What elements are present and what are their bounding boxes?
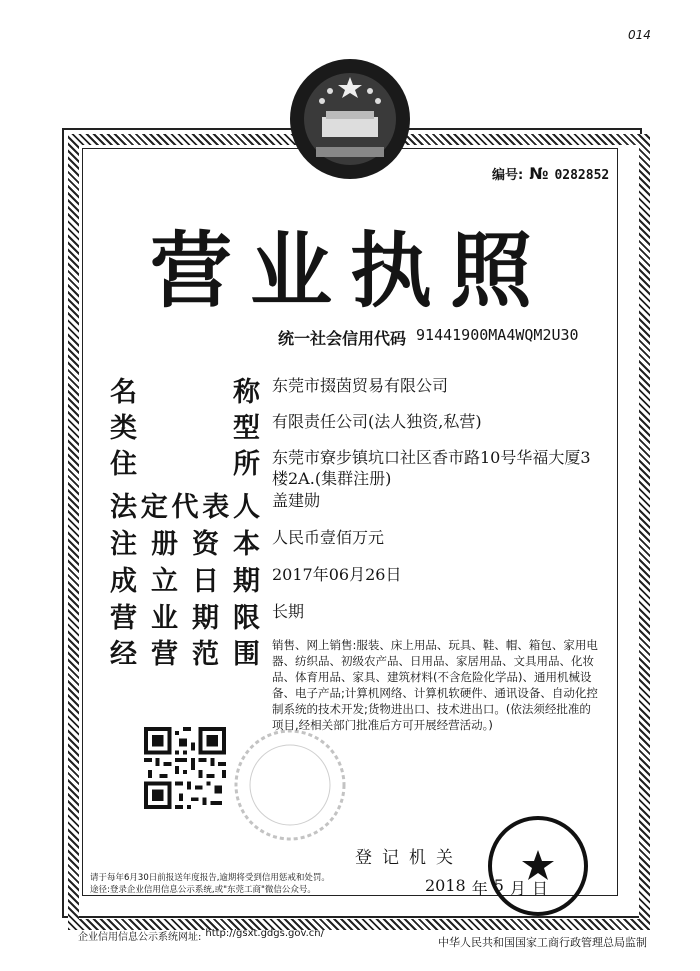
date-month: 5 — [493, 876, 504, 895]
date-day-char: 日 — [531, 879, 548, 898]
field-row-term — [110, 596, 600, 635]
label-char: 立 — [151, 566, 178, 597]
field-value: 东莞市掇茵贸易有限公司 — [272, 376, 449, 395]
field-label — [110, 406, 260, 445]
label-char: 住 — [110, 449, 137, 480]
field-value: 销售、网上销售:服装、床上用品、玩具、鞋、帽、箱包、家用电器、纺织品、初级农产品、日用品、家居用品、文具用品、化妆品、体育用品、家具、建筑材料(不含危险化学品)、通用机械设备、电子产品;计算机网络、计算机软硬件、通讯设备、自动化控制系统的技术开发;货物进出口、技术进出口。(依法须经批准的项目,经相关部门批准后方可开展经营活动。) — [272, 638, 598, 732]
field-row-established — [110, 559, 600, 598]
label-char: 营 — [110, 603, 137, 634]
date-year-char: 年 — [471, 879, 488, 898]
page-corner-mark: 014 — [628, 28, 651, 42]
notice-line: 请于每年6月30日前报送年度报告,逾期将受到信用惩戒和处罚。 — [90, 873, 330, 883]
label-char: 范 — [192, 639, 219, 670]
label-char: 围 — [233, 639, 260, 670]
label-char: 营 — [151, 639, 178, 670]
credit-code-label: 统一社会信用代码 — [278, 329, 407, 348]
field-label — [110, 370, 260, 409]
field-value: 盖建勋 — [272, 491, 321, 510]
field-label — [110, 485, 260, 524]
label-char: 名 — [110, 377, 137, 408]
label-char: 经 — [110, 639, 137, 670]
field-label — [110, 522, 260, 561]
faint-seal-icon — [230, 725, 350, 845]
field-value: 人民币壹佰万元 — [272, 528, 385, 547]
serial-no-mark: № — [529, 164, 549, 183]
qr-code-icon[interactable] — [144, 727, 226, 809]
label-char: 注 — [110, 529, 137, 560]
date-year: 2018 — [425, 876, 466, 895]
date-month-char: 月 — [509, 879, 526, 898]
field-label — [110, 632, 260, 733]
notice-line: 途径:登录企业信用信息公示系统,或"东莞工商"微信公众号。 — [90, 885, 316, 895]
label-char: 业 — [151, 603, 178, 634]
label-char: 限 — [233, 603, 260, 634]
label-char: 法 — [110, 492, 137, 523]
label-char: 代 — [171, 492, 199, 523]
field-value: 有限责任公司(法人独资,私营) — [272, 412, 482, 431]
serial-number — [492, 164, 609, 183]
label-char: 成 — [110, 566, 137, 597]
issue-date — [425, 876, 548, 899]
label-char: 定 — [140, 492, 168, 523]
page-title: 营业执照 — [150, 224, 551, 319]
footer-supervisor: 中华人民共和国国家工商行政管理总局监制 — [438, 936, 647, 949]
field-value: 2017年06月26日 — [272, 565, 402, 584]
field-value: 东莞市寮步镇坑口社区香市路10号华福大厦3楼2A.(集群注册) — [272, 448, 591, 488]
credit-code-value: 91441900MA4WQM2U30 — [416, 326, 579, 344]
field-row-type — [110, 406, 600, 445]
field-value: 长期 — [272, 602, 305, 621]
field-row-scope — [110, 632, 600, 733]
footer-website-url[interactable]: http://gsxt.gdgs.gov.cn/ — [205, 928, 325, 939]
field-label — [110, 442, 260, 489]
label-char: 类 — [110, 413, 137, 444]
label-char: 本 — [233, 529, 260, 560]
label-char: 人 — [233, 492, 260, 523]
official-seal-icon — [486, 814, 590, 918]
label-char: 册 — [151, 529, 178, 560]
annual-report-notice — [90, 872, 330, 896]
label-char: 资 — [192, 529, 219, 560]
field-row-name — [110, 370, 600, 409]
national-emblem-icon — [286, 55, 414, 183]
label-char: 所 — [233, 449, 260, 480]
label-char: 称 — [233, 377, 260, 408]
credit-code — [278, 326, 579, 349]
label-char: 型 — [233, 413, 260, 444]
serial-value: 0282852 — [554, 168, 610, 183]
field-label — [110, 559, 260, 598]
label-char: 表 — [202, 492, 230, 523]
field-row-capital — [110, 522, 600, 561]
label-char: 期 — [233, 566, 260, 597]
footer-website-label: 企业信用信息公示系统网址: — [78, 932, 202, 943]
footer-website — [78, 928, 324, 943]
registration-authority: 登记机关 — [355, 848, 463, 868]
label-char: 日 — [192, 566, 219, 597]
label-char: 期 — [192, 603, 219, 634]
field-row-legal-rep — [110, 485, 600, 524]
field-row-address — [110, 442, 600, 489]
serial-label: 编号: — [492, 168, 524, 183]
field-label — [110, 596, 260, 635]
